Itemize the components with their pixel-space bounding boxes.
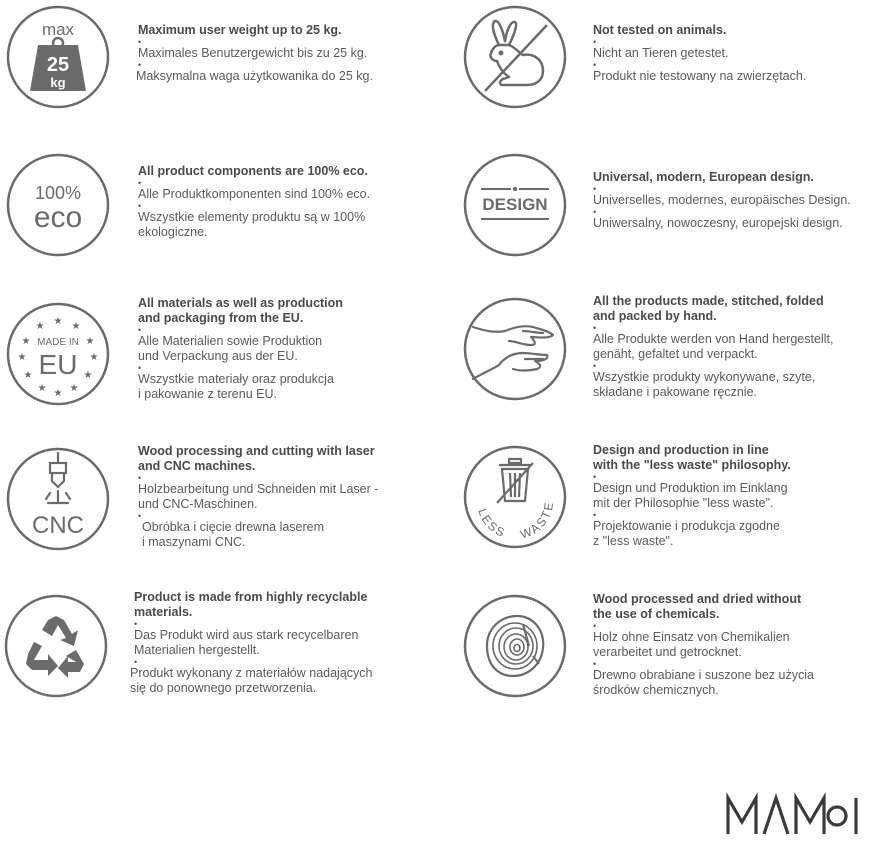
svg-text:★: ★: [35, 321, 45, 332]
feature-text-pl: Obróbka i cięcie drewna laserem i maszynami CNC.: [142, 520, 325, 549]
bullet-icon: •: [138, 60, 142, 70]
rabbit-icon: [463, 5, 567, 109]
svg-text:★: ★: [53, 316, 63, 327]
svg-text:★: ★: [21, 336, 31, 347]
svg-text:★: ★: [85, 336, 95, 347]
bullet-icon: •: [138, 325, 142, 335]
feature-text-pl: Wszystkie produkty wykonywane, szyte, składane i pakowane ręcznie.: [593, 370, 816, 399]
weight-unit-text: kg: [50, 75, 66, 90]
bullet-icon: •: [593, 184, 597, 194]
waste-text: WASTE: [518, 499, 557, 542]
made-in-eu-icon: [6, 302, 110, 406]
feature-cnc-text: [138, 444, 438, 550]
feature-heading: Maximum user weight up to 25 kg.: [138, 23, 342, 37]
feature-text-de: Holz ohne Einsatz von Chemikalien verarbeitet und getrocknet.: [593, 630, 790, 659]
hands-icon: [463, 297, 567, 401]
bullet-icon: •: [593, 659, 597, 669]
feature-text-de: Nicht an Tieren getestet.: [593, 46, 729, 60]
cnc-icon: [6, 447, 110, 551]
feature-heading: All materials as well as production and packaging from the EU.: [138, 296, 343, 325]
feature-heading: All the products made, stitched, folded and packed by hand.: [593, 294, 824, 323]
bullet-icon: •: [593, 472, 597, 482]
bullet-icon: •: [593, 207, 597, 217]
bullet-icon: •: [593, 621, 597, 631]
svg-text:★: ★: [23, 370, 33, 381]
feature-text-pl: Maksymalna waga użytkowanika do 25 kg.: [136, 69, 373, 83]
feature-eu-text: [138, 296, 438, 402]
feature-heading: All product components are 100% eco.: [138, 164, 368, 178]
feature-eco-text: [138, 164, 438, 240]
feature-hands-text: [593, 294, 878, 400]
bullet-icon: •: [593, 323, 597, 333]
feature-less-waste-text: [593, 443, 878, 549]
eco-percent-text: 100%: [34, 183, 82, 203]
weight-value-text: 25: [46, 54, 70, 76]
weight-icon: [6, 5, 110, 109]
bullet-icon: •: [593, 60, 597, 70]
bullet-icon: •: [138, 473, 142, 483]
svg-text:★: ★: [37, 383, 47, 394]
eu-text: EU: [38, 349, 78, 380]
feature-text-pl: Wszystkie materiały oraz produkcja i pakowanie z terenu EU.: [138, 372, 334, 401]
bullet-icon: •: [593, 510, 597, 520]
feature-text-de: Holzbearbeitung und Schneiden mit Laser - und CNC-Maschinen.: [138, 482, 379, 511]
bullet-icon: •: [138, 363, 142, 373]
feature-heading: Product is made from highly recyclable materials.: [134, 590, 368, 619]
svg-text:WASTE: [518, 500, 556, 542]
feature-text-pl: Uniwersalny, nowoczesny, europejski design.: [593, 216, 843, 230]
bullet-icon: •: [593, 37, 597, 47]
feature-text-de: Alle Produkte werden von Hand hergestellt, genäht, gefaltet und verpackt.: [593, 332, 834, 361]
feature-heading: Wood processed and dried without the use of chemicals.: [593, 592, 802, 621]
less-waste-icon: [463, 445, 567, 549]
bullet-icon: •: [138, 201, 142, 211]
feature-heading: Design and production in line with the "less waste" philosophy.: [593, 443, 791, 472]
feature-rabbit-text: [593, 23, 878, 84]
svg-text:★: ★: [83, 370, 93, 381]
eco-icon: [6, 153, 110, 257]
design-icon: [463, 153, 567, 257]
feature-text-de: Das Produkt wird aus stark recycelbaren Materialien hergestellt.: [134, 628, 359, 657]
less-text: LESS: [475, 506, 509, 541]
svg-text:★: ★: [89, 352, 99, 363]
brand-logo: [724, 792, 864, 838]
weight-max-text: max: [41, 20, 75, 39]
feature-text-pl: Produkt nie testowany na zwierzętach.: [593, 69, 807, 83]
feature-text-de: Maximales Benutzergewicht bis zu 25 kg.: [138, 46, 368, 60]
svg-text:★: ★: [17, 352, 27, 363]
svg-text:★: ★: [69, 383, 79, 394]
feature-text-de: Design und Produktion im Einklang mit der Philosophie "less waste".: [593, 481, 788, 510]
bullet-icon: •: [134, 619, 138, 629]
feature-text-pl: Produkt wykonany z materiałów nadających się do ponownego przetworzenia.: [130, 666, 373, 695]
feature-text-de: Alle Materialien sowie Produktion und Verpackung aus der EU.: [138, 334, 323, 363]
feature-heading: Wood processing and cutting with laser and CNC machines.: [138, 444, 375, 473]
feature-design-text: [593, 170, 878, 231]
cnc-text: CNC: [32, 512, 84, 539]
svg-text:★: ★: [71, 321, 81, 332]
bullet-icon: •: [138, 511, 142, 521]
eco-word-text: eco: [33, 201, 83, 234]
bullet-icon: •: [134, 657, 138, 667]
bullet-icon: •: [593, 361, 597, 371]
feature-heading: Universal, modern, European design.: [593, 170, 814, 184]
design-word-text: DESIGN: [482, 195, 548, 214]
svg-text:★: ★: [53, 388, 63, 399]
feature-weight-text: [138, 23, 438, 84]
bullet-icon: •: [138, 178, 142, 188]
feature-recycle-text: [130, 590, 434, 696]
feature-text-de: Universelles, modernes, europäisches Design.: [593, 193, 851, 207]
feature-text-de: Alle Produktkomponenten sind 100% eco.: [138, 187, 371, 201]
feature-text-pl: Drewno obrabiane i suszone bez użycia środków chemicznych.: [593, 668, 814, 697]
made-in-text: MADE IN: [37, 337, 79, 348]
feature-heading: Not tested on animals.: [593, 23, 727, 37]
recycle-icon: [4, 594, 108, 698]
feature-wood-text: [593, 592, 878, 698]
wood-rings-icon: [463, 594, 567, 698]
feature-text-pl: Projektowanie i produkcja zgodne z "less waste".: [593, 519, 780, 548]
bullet-icon: •: [138, 37, 142, 47]
feature-text-pl: Wszystkie elementy produktu są w 100% ekologiczne.: [138, 210, 366, 239]
svg-text:LESS: [475, 507, 508, 541]
